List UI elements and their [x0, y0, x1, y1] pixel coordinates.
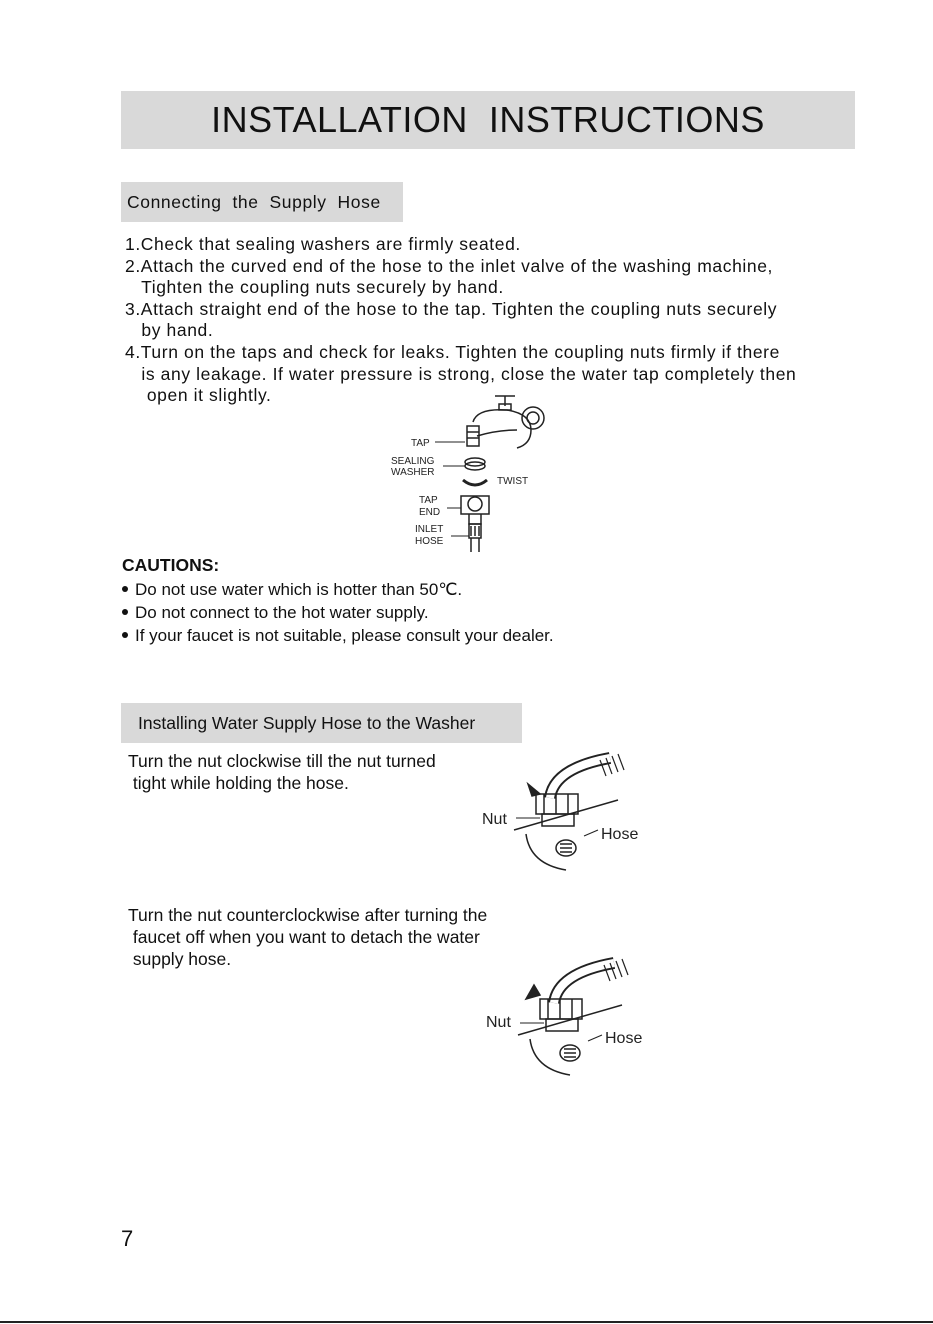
step-line: 3.Attach straight end of the hose to the tap. Tighten the coupling nuts securely	[125, 298, 778, 319]
label-inlet: INLET	[415, 524, 444, 535]
bottom-divider	[0, 1321, 933, 1323]
section-heading-text: Installing Water Supply Hose to the Washer	[138, 712, 476, 733]
cautions-heading: CAUTIONS:	[122, 555, 220, 575]
tighten-nut-figure	[478, 750, 658, 875]
instruction-steps	[125, 234, 885, 407]
loosen-nut-figure	[482, 955, 662, 1080]
label-washer: WASHER	[391, 467, 435, 478]
para-line: Turn the nut counterclockwise after turning the	[128, 905, 488, 925]
step-line: 4.Turn on the taps and check for leaks. Tighten the coupling nuts firmly if there	[125, 341, 780, 362]
para-line: tight while holding the hose.	[128, 773, 349, 793]
label-hose: Hose	[601, 826, 639, 843]
label-tap-end-2: END	[419, 507, 441, 518]
para-line: Turn the nut clockwise till the nut turned	[128, 751, 436, 771]
label-twist: TWIST	[497, 476, 529, 487]
page-number: 7	[121, 1226, 134, 1251]
caution-text: Do not connect to the hot water supply.	[135, 603, 429, 622]
caution-item	[122, 624, 554, 647]
bullet-icon	[122, 586, 128, 592]
cautions-list	[122, 578, 554, 647]
section-heading-text: Connecting the Supply Hose	[127, 191, 381, 212]
bullet-icon	[122, 632, 128, 638]
caution-text: Do not use water which is hotter than 50℃.	[135, 580, 463, 599]
section-heading-install-hose	[121, 703, 522, 743]
label-tap-end-1: TAP	[419, 495, 438, 506]
label-hose: HOSE	[415, 536, 444, 547]
step-line: Tighten the coupling nuts securely by hand.	[125, 277, 504, 298]
caution-item	[122, 578, 554, 601]
page-title: INSTALLATION INSTRUCTIONS	[211, 99, 765, 140]
para-line: supply hose.	[128, 949, 232, 969]
caution-item	[122, 601, 554, 624]
step-line: 2.Attach the curved end of the hose to the inlet valve of the washing machine,	[125, 255, 774, 276]
label-hose: Hose	[605, 1030, 643, 1047]
label-tap: TAP	[411, 438, 430, 449]
page-title-bar	[121, 91, 855, 149]
para-line: faucet off when you want to detach the water	[128, 927, 480, 947]
label-sealing: SEALING	[391, 456, 435, 467]
step-line: open it slightly.	[125, 385, 272, 406]
caution-text: If your faucet is not suitable, please consult your dealer.	[135, 626, 554, 645]
clockwise-instruction	[128, 750, 436, 794]
tap-assembly-diagram	[385, 388, 555, 553]
counterclockwise-instruction	[128, 904, 487, 970]
step-line: 1.Check that sealing washers are firmly seated.	[125, 234, 521, 254]
section-heading-supply-hose	[121, 182, 403, 222]
label-nut: Nut	[486, 1014, 511, 1031]
step-line: by hand.	[125, 320, 214, 341]
step-line: is any leakage. If water pressure is strong, close the water tap completely then	[125, 363, 797, 384]
label-nut: Nut	[482, 811, 507, 828]
bullet-icon	[122, 609, 128, 615]
